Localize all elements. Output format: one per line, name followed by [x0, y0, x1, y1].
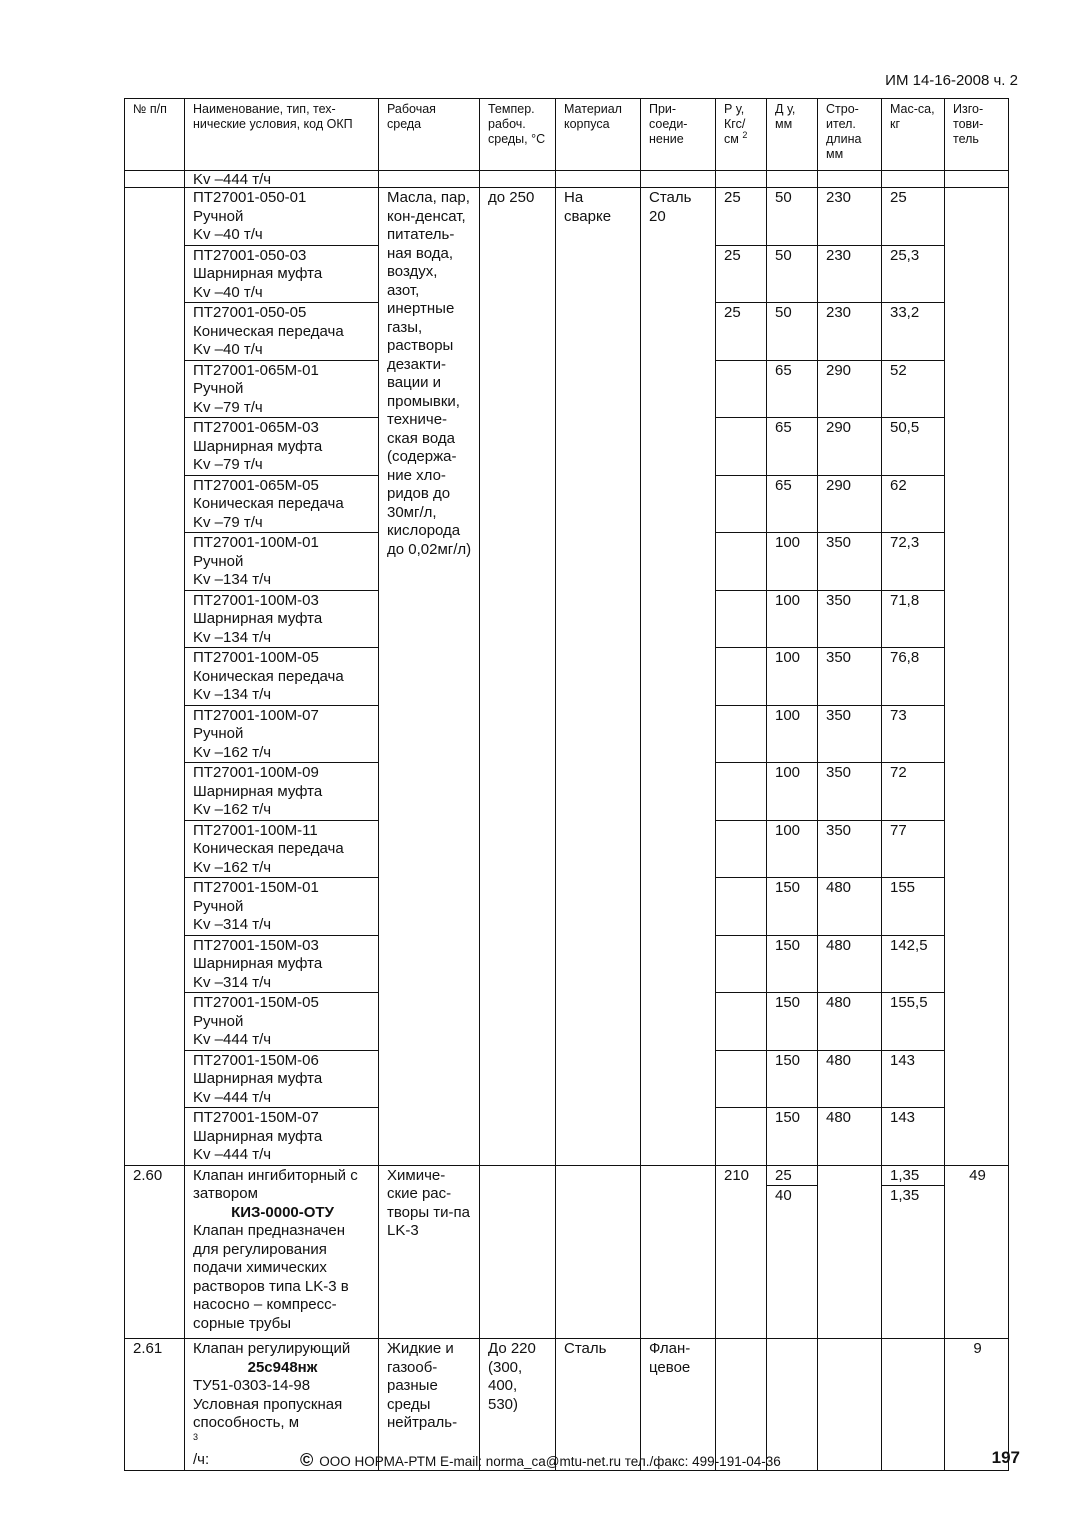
cell-mass: 73 — [882, 705, 945, 763]
item-spec: ТУ51-0303-14-98 — [193, 1377, 311, 1394]
cell-mass: 72,3 — [882, 533, 945, 591]
cell-mass: 62 — [882, 475, 945, 533]
cell-mass: 52 — [882, 360, 945, 418]
cell-material — [556, 1165, 641, 1339]
cell-py: 25 — [716, 188, 767, 246]
cell-dy: 150 — [767, 993, 818, 1051]
cell-mass: 1,35 — [882, 1165, 945, 1186]
cell-dy: 100 — [767, 705, 818, 763]
kv-value: Kv –79 т/ч — [193, 456, 263, 473]
cell-num — [125, 171, 185, 188]
table-row — [125, 1165, 1009, 1186]
model-code: ПТ27001-150М-06 — [193, 1051, 319, 1069]
cell-py — [716, 1050, 767, 1108]
cell-maker — [945, 171, 1009, 188]
model-code: ПТ27001-150М-01 — [193, 879, 319, 896]
continuation-row — [125, 171, 1009, 188]
cell-name — [185, 590, 379, 648]
page-number: 197 — [991, 1448, 1020, 1467]
cell-length: 480 — [818, 1050, 882, 1108]
model-code: ПТ27001-065М-05 — [193, 476, 319, 494]
footer — [300, 1450, 781, 1471]
drive-type: Коническая передача — [193, 322, 344, 340]
cell-length: 480 — [818, 993, 882, 1051]
cell-name — [185, 993, 379, 1051]
item-description-unit: /ч: — [193, 1451, 210, 1468]
cell-name — [185, 475, 379, 533]
kv-value: Kv –444 т/ч — [193, 1088, 272, 1106]
cell-medium: Химиче-ские рас-творы ти-па LK-3 — [379, 1165, 480, 1339]
cell-py — [716, 878, 767, 936]
cell-temp: до 250 — [480, 188, 556, 1166]
cell-mass: 71,8 — [882, 590, 945, 648]
cell-dy: 150 — [767, 1050, 818, 1108]
cell-py — [716, 475, 767, 533]
cell-temp — [480, 1165, 556, 1339]
cell-length: 230 — [818, 245, 882, 303]
cell-mass: 143 — [882, 1108, 945, 1166]
cell-maker: 9 — [945, 1339, 1009, 1471]
cell-medium: Жидкие и газооб-разные среды нейтраль- — [379, 1339, 480, 1471]
kv-value: Kv –162 т/ч — [193, 743, 272, 761]
kv-value: Kv –79 т/ч — [193, 398, 263, 416]
cell-dy: 100 — [767, 590, 818, 648]
table-row — [125, 188, 1009, 246]
specification-table — [124, 98, 1009, 1471]
cell-name — [185, 245, 379, 303]
drive-type: Коническая передача — [193, 495, 344, 512]
cell-length — [818, 171, 882, 188]
cell-name — [185, 303, 379, 361]
cell-num: 2.61 — [125, 1339, 185, 1471]
cell-length: 350 — [818, 648, 882, 706]
item-title: Клапан регулирующий — [193, 1340, 351, 1357]
kv-value: Kv –314 т/ч — [193, 973, 272, 991]
cell-py — [716, 1108, 767, 1166]
cell-dy: 100 — [767, 648, 818, 706]
cell-length: 230 — [818, 188, 882, 246]
cell-mass: 142,5 — [882, 935, 945, 993]
model-code: ПТ27001-100М-07 — [193, 706, 319, 724]
drive-type: Шарнирная муфта — [193, 955, 323, 972]
cell-py: 25 — [716, 303, 767, 361]
table-header-row — [125, 99, 1009, 171]
cell-py — [716, 763, 767, 821]
cell-maker: 49 — [945, 1165, 1009, 1339]
cell-mass: 155,5 — [882, 993, 945, 1051]
model-code: ПТ27001-065М-01 — [193, 361, 319, 379]
cell-length — [818, 1165, 882, 1339]
kv-value: Kv –40 т/ч — [193, 226, 263, 243]
cell-py — [716, 533, 767, 591]
document-code: ИМ 14-16-2008 ч. 2 — [885, 72, 1018, 89]
cell-material — [556, 171, 641, 188]
drive-type: Ручной — [193, 725, 244, 742]
cell-py: 25 — [716, 245, 767, 303]
model-code: ПТ27001-100М-11 — [193, 821, 318, 839]
cell-length: 480 — [818, 1108, 882, 1166]
col-header-material: Материал корпуса — [556, 99, 641, 171]
drive-type: Ручной — [193, 552, 244, 570]
cell-dy: 65 — [767, 475, 818, 533]
cell-length: 480 — [818, 935, 882, 993]
kv-value: Kv –40 т/ч — [193, 341, 263, 358]
col-header-py — [716, 99, 767, 171]
cell-mass: 1,35 — [882, 1186, 945, 1339]
cell-py — [716, 418, 767, 476]
kv-value: Kv –444 т/ч — [193, 1031, 272, 1048]
cell-length: 290 — [818, 475, 882, 533]
kv-value: Kv –134 т/ч — [193, 571, 272, 588]
col-header-medium: Рабочая среда — [379, 99, 480, 171]
cell-num — [125, 188, 185, 1166]
drive-type: Шарнирная муфта — [193, 782, 323, 800]
drive-type: Коническая передача — [193, 667, 344, 685]
drive-type: Шарнирная муфта — [193, 437, 323, 455]
cell-length: 480 — [818, 878, 882, 936]
kv-value: Kv –40 т/ч — [193, 283, 263, 301]
cell-length: 230 — [818, 303, 882, 361]
cell-mass: 33,2 — [882, 303, 945, 361]
model-code: ПТ27001-100М-05 — [193, 649, 319, 666]
cell-dy: 100 — [767, 763, 818, 821]
col-header-connection: При-соеди-нение — [641, 99, 716, 171]
kv-value: Kv –314 т/ч — [193, 916, 272, 933]
cell-py — [716, 171, 767, 188]
cell-mass: 25,3 — [882, 245, 945, 303]
cell-mass: 72 — [882, 763, 945, 821]
cell-dy — [767, 171, 818, 188]
cell-py — [716, 993, 767, 1051]
copyright-icon: © — [300, 1450, 314, 1470]
cell-mass: 25 — [882, 188, 945, 246]
cell-name — [185, 533, 379, 591]
cell-length: 350 — [818, 705, 882, 763]
model-code: ПТ27001-050-01 — [193, 189, 307, 206]
drive-type: Коническая передача — [193, 840, 344, 857]
col-header-temp: Темпер. рабоч. среды, °С — [480, 99, 556, 171]
col-header-length: Стро-ител. длина мм — [818, 99, 882, 171]
col-header-name: Наименование, тип, тех-нические условия, код ОКП — [185, 99, 379, 171]
cell-connection: Сталь 20 — [641, 188, 716, 1166]
cell-mass: 143 — [882, 1050, 945, 1108]
model-code: ПТ27001-100М-03 — [193, 591, 319, 609]
cell-dy: 65 — [767, 418, 818, 476]
item-description: Клапан предназначен для регулирования подачи химических растворов типа LK-3 в насосно – компресс-сорные трубы — [193, 1222, 349, 1332]
cell-name — [185, 878, 379, 936]
item-description-text: Условная пропускная способность, м — [193, 1395, 343, 1431]
model-code: ПТ27001-150М-03 — [193, 936, 319, 954]
drive-type: Шарнирная муфта — [193, 1070, 323, 1087]
item-code: 25с948нж — [247, 1358, 318, 1376]
cell-name — [185, 188, 379, 246]
kv-value: Kv –162 т/ч — [193, 858, 272, 876]
drive-type: Шарнирная муфта — [193, 610, 323, 627]
cell-medium: Масла, пар, кон-денсат, питатель-ная вода, воздух, азот, инертные газы, растворы дезакти-вации и промывки, техниче-ская вода (содержа-ние хло-ридов до 30мг/л, кислорода до 0,02мг/л) — [379, 188, 480, 1166]
cell-py — [716, 705, 767, 763]
col-header-num: № п/п — [125, 99, 185, 171]
cell-name — [185, 705, 379, 763]
cell-dy: 100 — [767, 533, 818, 591]
cell-py — [716, 648, 767, 706]
item-code: КИЗ-0000-ОТУ — [231, 1203, 334, 1221]
cell-length: 350 — [818, 763, 882, 821]
drive-type: Ручной — [193, 380, 244, 397]
cell-length — [818, 1339, 882, 1471]
cell-name — [185, 1050, 379, 1108]
cell-mass — [882, 1339, 945, 1471]
cell-length: 350 — [818, 590, 882, 648]
cell-connection — [641, 1165, 716, 1339]
cell-name — [185, 1165, 379, 1339]
cell-py — [716, 590, 767, 648]
kv-value: Kv –79 т/ч — [193, 513, 263, 531]
drive-type: Ручной — [193, 1012, 244, 1030]
footer-contact: ООО НОРМА-РТМ E-mail: norma_ca@mtu-net.ru тел./факс: 499-191-04-36 — [319, 1454, 781, 1469]
kv-value: Kv –134 т/ч — [193, 686, 272, 703]
cell-connection — [641, 171, 716, 188]
col-header-py-text: Р у, Кгс/ см — [724, 102, 746, 146]
drive-type: Шарнирная муфта — [193, 1127, 323, 1145]
cell-dy: 150 — [767, 1108, 818, 1166]
cell-dy: 50 — [767, 245, 818, 303]
item-description-sup: 3 — [193, 1431, 199, 1442]
cell-material: Сталь — [556, 1339, 641, 1471]
cell-temp: До 220 (300, 400, 530) — [480, 1339, 556, 1471]
col-header-py-sup: 2 — [742, 129, 748, 140]
cell-py — [716, 820, 767, 878]
cell-py: 210 — [716, 1165, 767, 1339]
cell-name — [185, 360, 379, 418]
cell-name — [185, 648, 379, 706]
model-code: ПТ27001-100М-01 — [193, 534, 319, 551]
cell-length: 290 — [818, 360, 882, 418]
cell-dy: 65 — [767, 360, 818, 418]
cell-material: На сварке — [556, 188, 641, 1166]
cell-maker — [945, 188, 1009, 1166]
cell-name — [185, 763, 379, 821]
kv-value: Kv –162 т/ч — [193, 801, 272, 818]
cell-length: 350 — [818, 533, 882, 591]
cell-name — [185, 418, 379, 476]
cell-name — [185, 935, 379, 993]
model-code: ПТ27001-065М-03 — [193, 419, 319, 436]
cell-dy: 100 — [767, 820, 818, 878]
cell-mass: 155 — [882, 878, 945, 936]
cell-py — [716, 360, 767, 418]
cell-num: 2.60 — [125, 1165, 185, 1339]
kv-value: Kv –134 т/ч — [193, 628, 272, 646]
col-header-mass: Мас-са, кг — [882, 99, 945, 171]
cell-dy: 50 — [767, 188, 818, 246]
cell-dy: 40 — [767, 1186, 818, 1339]
cell-py — [716, 935, 767, 993]
col-header-maker: Изго-тови-тель — [945, 99, 1009, 171]
model-code: ПТ27001-100М-09 — [193, 764, 319, 781]
cell-dy: 25 — [767, 1165, 818, 1186]
cell-length: 350 — [818, 820, 882, 878]
cell-mass — [882, 171, 945, 188]
cell-name — [185, 820, 379, 878]
model-code: ПТ27001-050-05 — [193, 304, 307, 321]
cell-connection: Флан-цевое — [641, 1339, 716, 1471]
cell-mass: 50,5 — [882, 418, 945, 476]
cell-temp — [480, 171, 556, 188]
cell-dy: 150 — [767, 878, 818, 936]
item-title: Клапан ингибиторный с затвором — [193, 1166, 358, 1202]
model-code: ПТ27001-150М-05 — [193, 994, 319, 1011]
drive-type: Шарнирная муфта — [193, 265, 323, 282]
col-header-dy: Д у, мм — [767, 99, 818, 171]
cell-mass: 76,8 — [882, 648, 945, 706]
cell-medium — [379, 171, 480, 188]
cell-name — [185, 1108, 379, 1166]
cell-length: 290 — [818, 418, 882, 476]
drive-type: Ручной — [193, 207, 244, 225]
kv-value: Kv –444 т/ч — [193, 1146, 272, 1163]
cell-name: Kv –444 т/ч — [185, 171, 379, 188]
model-code: ПТ27001-050-03 — [193, 246, 307, 264]
cell-dy: 50 — [767, 303, 818, 361]
model-code: ПТ27001-150М-07 — [193, 1109, 319, 1126]
drive-type: Ручной — [193, 897, 244, 915]
cell-mass: 77 — [882, 820, 945, 878]
cell-dy: 150 — [767, 935, 818, 993]
